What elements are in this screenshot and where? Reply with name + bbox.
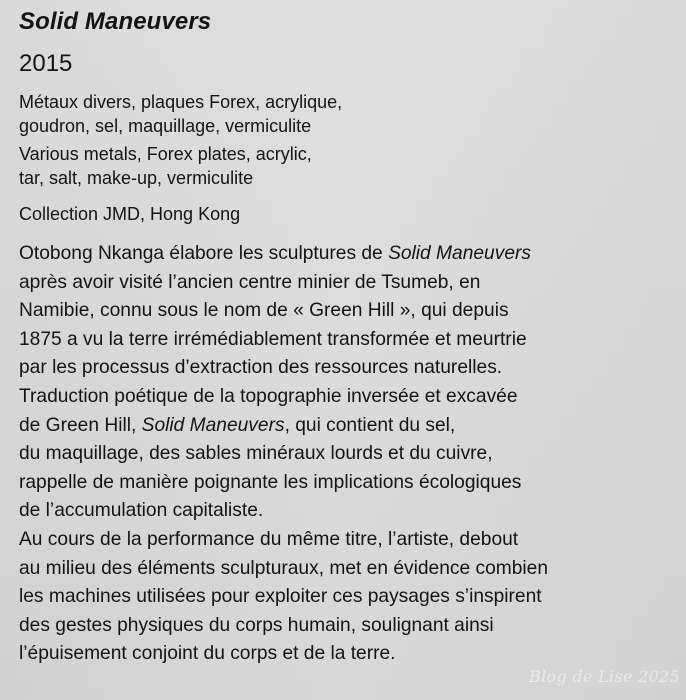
description-line: l’épuisement conjoint du corps et de la terre. xyxy=(19,643,396,665)
description-line: de l’accumulation capitaliste. xyxy=(19,500,264,522)
description-line: rappelle de manière poignante les implications écologiques xyxy=(19,471,522,493)
description-line: après avoir visité l’ancien centre minier de Tsumeb, en xyxy=(19,271,481,293)
materials-english-line: tar, salt, make-up, vermiculite xyxy=(19,168,254,188)
description-line: par les processus d’extraction des ressources naturelles. xyxy=(19,357,503,379)
watermark-text: Blog de Lise 2025 xyxy=(529,667,680,686)
materials-french-line: goudron, sel, maquillage, vermiculite xyxy=(19,116,312,136)
description-line: Au cours de la performance du même titre, l’artiste, debout xyxy=(19,528,519,550)
description-line: Namibie, connu sous le nom de « Green Hill », qui depuis xyxy=(19,300,509,322)
description-line: de Green Hill, Solid Maneuvers, qui contient du sel, xyxy=(19,414,456,436)
collection-credit: Collection JMD, Hong Kong xyxy=(19,204,241,224)
description-line: des gestes physiques du corps humain, soulignant ainsi xyxy=(19,614,494,636)
materials-french-line: Métaux divers, plaques Forex, acrylique, xyxy=(19,92,343,112)
materials-french xyxy=(19,90,686,138)
description-line: du maquillage, des sables minéraux lourds et du cuivre, xyxy=(19,443,493,465)
materials-english-line: Various metals, Forex plates, acrylic, xyxy=(19,144,312,164)
description-line: les machines utilisées pour exploiter ces paysages s’inspirent xyxy=(19,586,542,608)
description-line: Traduction poétique de la topographie inversée et excavée xyxy=(19,385,518,407)
artwork-year: 2015 xyxy=(19,50,73,77)
description-line: 1875 a vu la terre irrémédiablement transformée et meurtrie xyxy=(19,328,527,350)
artwork-title: Solid Maneuvers xyxy=(19,8,212,35)
description-line: au milieu des éléments sculpturaux, met en évidence combien xyxy=(19,557,549,579)
description-text xyxy=(19,240,679,669)
materials-english xyxy=(19,142,686,190)
description-line: Otobong Nkanga élabore les sculptures de Solid Maneuvers xyxy=(19,243,531,264)
